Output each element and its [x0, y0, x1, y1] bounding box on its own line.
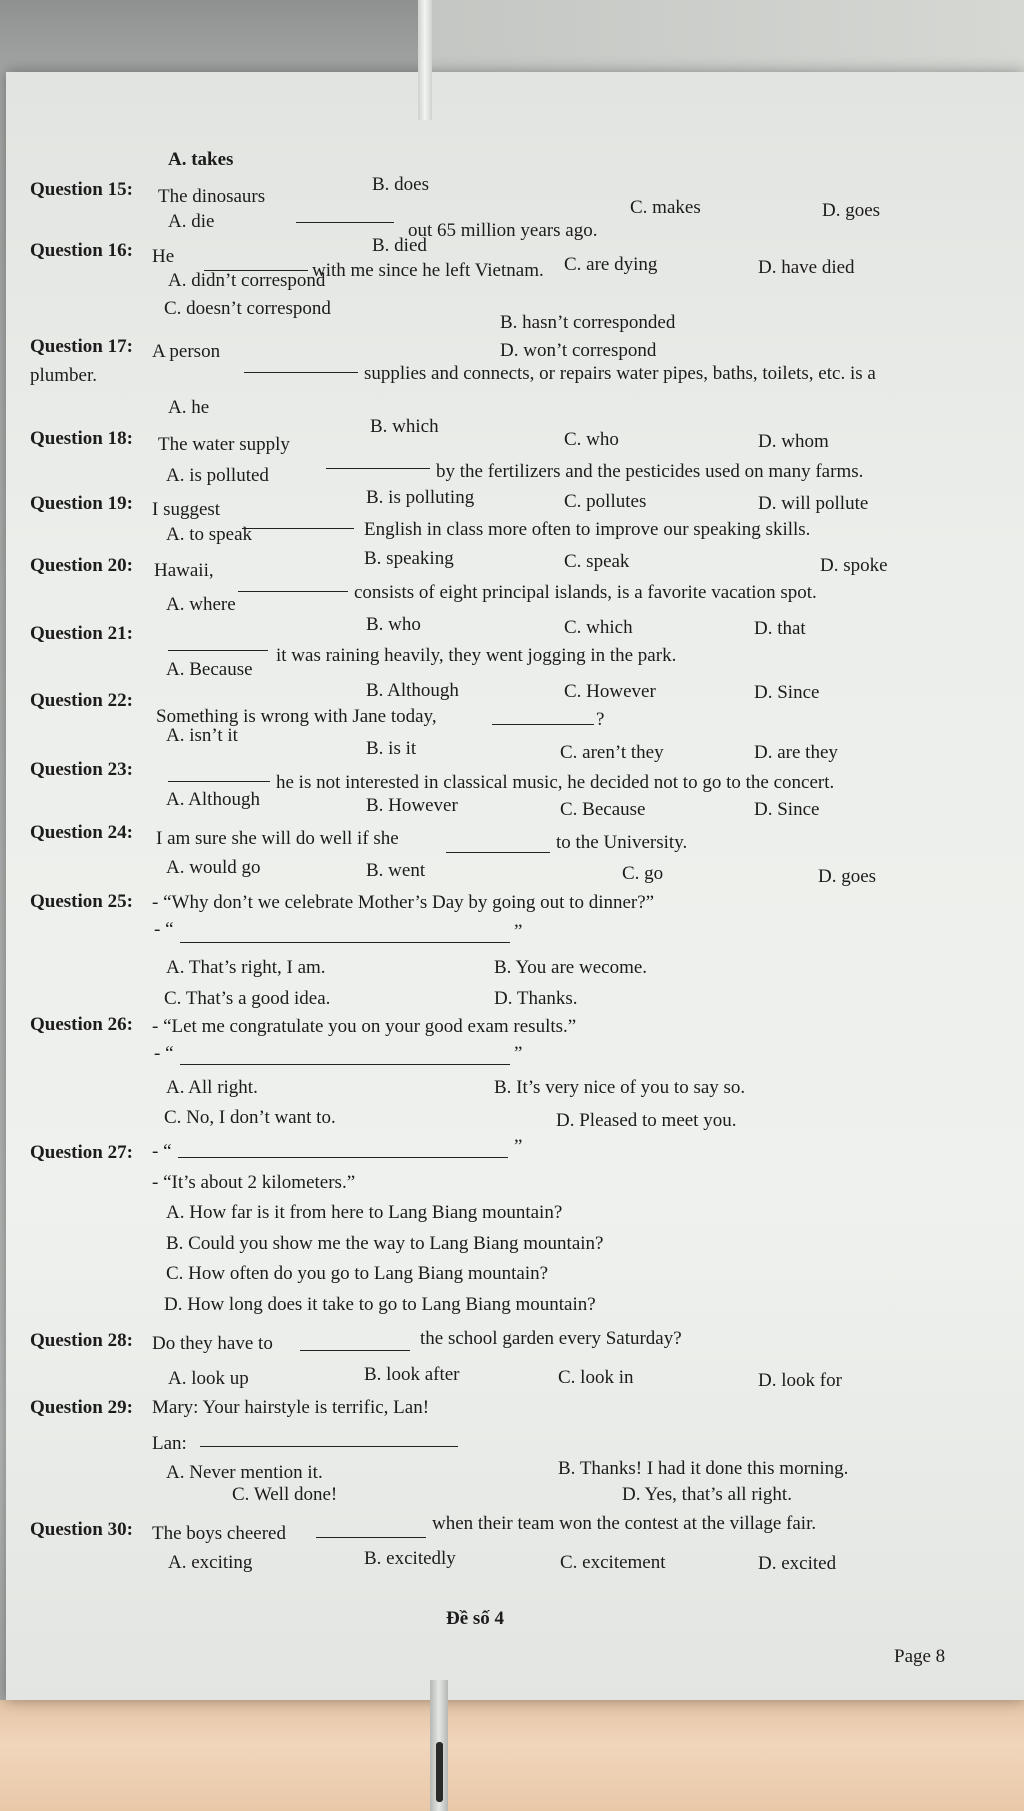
- exam-line: The dinosaurs: [158, 186, 266, 207]
- exam-line: Lan:: [152, 1433, 187, 1454]
- exam-line: B. Although: [366, 680, 459, 701]
- exam-line: The boys cheered: [152, 1523, 286, 1544]
- exam-line: Mary: Your hairstyle is terrific, Lan!: [152, 1397, 430, 1418]
- exam-line: A. Because: [166, 659, 253, 680]
- answer-blank: [316, 1537, 426, 1538]
- exam-line: D. excited: [758, 1553, 837, 1574]
- exam-line: I suggest: [152, 499, 221, 520]
- exam-line: B. Could you show me the way to Lang Biang mountain?: [166, 1233, 604, 1254]
- answer-blank: [244, 372, 358, 373]
- question-label: Đề số 4: [446, 1608, 505, 1629]
- exam-line: B. speaking: [364, 548, 454, 569]
- exam-line: supplies and connects, or repairs water pipes, baths, toilets, etc. is a: [364, 363, 876, 384]
- exam-line: A. How far is it from here to Lang Biang mountain?: [166, 1202, 563, 1223]
- exam-line: - “Let me congratulate you on your good exam results.”: [152, 1016, 577, 1037]
- exam-line: C. pollutes: [564, 491, 647, 512]
- answer-blank: [180, 942, 510, 943]
- exam-line: C. That’s a good idea.: [164, 988, 331, 1009]
- exam-line: ”: [514, 921, 523, 942]
- question-label: Question 25:: [30, 891, 133, 912]
- exam-line: Do they have to: [152, 1333, 273, 1354]
- exam-line: D. Since: [754, 799, 820, 820]
- page-fold: [418, 0, 432, 120]
- exam-line: C. who: [564, 429, 619, 450]
- exam-line: B. which: [370, 416, 439, 437]
- exam-line: He: [152, 246, 175, 267]
- exam-line: D. spoke: [820, 555, 888, 576]
- binder-pin: [436, 1742, 443, 1802]
- exam-line: plumber.: [30, 365, 98, 386]
- answer-blank: [168, 781, 270, 782]
- question-label: Question 29:: [30, 1397, 133, 1418]
- exam-line: D. whom: [758, 431, 829, 452]
- question-label: Question 21:: [30, 623, 133, 644]
- exam-line: B. who: [366, 614, 421, 635]
- exam-line: when their team won the contest at the village fair.: [432, 1513, 817, 1534]
- exam-line: C. Because: [560, 799, 646, 820]
- exam-line: A. All right.: [166, 1077, 258, 1098]
- question-label: Question 27:: [30, 1142, 133, 1163]
- exam-line: D. that: [754, 618, 806, 639]
- question-label: Question 22:: [30, 690, 133, 711]
- exam-line: A. Never mention it.: [166, 1462, 323, 1483]
- exam-line: A. look up: [168, 1368, 249, 1389]
- question-label: Question 19:: [30, 493, 133, 514]
- exam-line: to the University.: [556, 832, 688, 853]
- question-label: Question 24:: [30, 822, 133, 843]
- exam-line: C. makes: [630, 197, 701, 218]
- answer-blank: [446, 852, 550, 853]
- exam-line: - “It’s about 2 kilometers.”: [152, 1172, 356, 1193]
- exam-line: B. Thanks! I had it done this morning.: [558, 1458, 849, 1479]
- exam-line: C. No, I don’t want to.: [164, 1107, 336, 1128]
- exam-line: the school garden every Saturday?: [420, 1328, 682, 1349]
- exam-line: A person: [152, 341, 221, 362]
- exam-line: C. aren’t they: [560, 742, 664, 763]
- exam-line: C. are dying: [564, 254, 658, 275]
- answer-blank: [238, 591, 348, 592]
- exam-line: consists of eight principal islands, is a favorite vacation spot.: [354, 582, 817, 603]
- exam-line: B. died: [372, 235, 427, 256]
- answer-blank: [492, 724, 594, 725]
- exam-line: I am sure she will do well if she: [156, 828, 399, 849]
- question-label: Question 20:: [30, 555, 133, 576]
- exam-line: D. Pleased to meet you.: [556, 1110, 737, 1131]
- exam-line: ?: [596, 709, 605, 730]
- exam-line: D. have died: [758, 257, 855, 278]
- exam-line: D. goes: [818, 866, 877, 887]
- exam-line: A. die: [168, 211, 215, 232]
- exam-line: A. didn’t correspond: [168, 270, 326, 291]
- answer-blank: [200, 1446, 458, 1447]
- exam-line: B. hasn’t corresponded: [500, 312, 676, 333]
- question-label: Question 15:: [30, 179, 133, 200]
- exam-line: B. You are wecome.: [494, 957, 648, 978]
- exam-line: D. won’t correspond: [500, 340, 657, 361]
- exam-line: - “: [154, 1043, 174, 1064]
- exam-line: C. look in: [558, 1367, 634, 1388]
- question-label: Question 28:: [30, 1330, 133, 1351]
- exam-line: C. Well done!: [232, 1484, 338, 1505]
- exam-line: it was raining heavily, they went jogging in the park.: [276, 645, 677, 666]
- answer-blank: [242, 528, 354, 529]
- exam-line: Hawaii,: [154, 560, 214, 581]
- answer-blank: [300, 1350, 410, 1351]
- exam-line: D. will pollute: [758, 493, 869, 514]
- exam-line: ”: [514, 1136, 523, 1157]
- answer-blank: [326, 468, 430, 469]
- table-surface: [0, 1700, 1024, 1811]
- exam-line: he is not interested in classical music, he decided not to go to the concert.: [276, 772, 835, 793]
- exam-line: D. Thanks.: [494, 988, 578, 1009]
- exam-line: C. speak: [564, 551, 630, 572]
- answer-blank: [168, 650, 268, 651]
- question-label: Question 16:: [30, 240, 133, 261]
- answer-blank: [296, 222, 394, 223]
- exam-line: D. Since: [754, 682, 820, 703]
- exam-line: D. goes: [822, 200, 881, 221]
- exam-line: English in class more often to improve our speaking skills.: [364, 519, 811, 540]
- question-label: Question 30:: [30, 1519, 133, 1540]
- exam-line: B. excitedly: [364, 1548, 456, 1569]
- exam-line: by the fertilizers and the pesticides used on many farms.: [436, 461, 864, 482]
- exam-line: The water supply: [158, 434, 290, 455]
- exam-line: B. is it: [366, 738, 417, 759]
- exam-line: C. How often do you go to Lang Biang mountain?: [166, 1263, 549, 1284]
- exam-line: A. Although: [166, 789, 260, 810]
- exam-line: ”: [514, 1043, 523, 1064]
- exam-line: - “: [152, 1141, 172, 1162]
- question-label: Question 26:: [30, 1014, 133, 1035]
- exam-line: C. go: [622, 863, 664, 884]
- exam-line: A. That’s right, I am.: [166, 957, 326, 978]
- exam-line: C. However: [564, 681, 656, 702]
- exam-line: B. look after: [364, 1364, 460, 1385]
- answer-blank: [180, 1064, 510, 1065]
- question-label: Question 18:: [30, 428, 133, 449]
- exam-line: B. However: [366, 795, 458, 816]
- exam-line: Something is wrong with Jane today,: [156, 706, 437, 727]
- exam-line: D. look for: [758, 1370, 842, 1391]
- exam-line: C. doesn’t correspond: [164, 298, 331, 319]
- answer-blank: [204, 270, 308, 271]
- exam-line: B. It’s very nice of you to say so.: [494, 1077, 746, 1098]
- exam-line: D. Yes, that’s all right.: [622, 1484, 792, 1505]
- question-label: Question 23:: [30, 759, 133, 780]
- exam-line: B. went: [366, 860, 426, 881]
- exam-line: D. are they: [754, 742, 838, 763]
- exam-line: - “: [154, 919, 174, 940]
- exam-line: A. where: [166, 594, 236, 615]
- question-label: A. takes: [168, 149, 234, 170]
- answer-blank: [178, 1157, 508, 1158]
- question-label: Question 17:: [30, 336, 133, 357]
- exam-line: with me since he left Vietnam.: [312, 260, 544, 281]
- exam-line: A. exciting: [168, 1552, 253, 1573]
- exam-line: A. he: [168, 397, 210, 418]
- exam-line: B. does: [372, 174, 429, 195]
- exam-line: A. is polluted: [166, 465, 269, 486]
- exam-line: B. is polluting: [366, 487, 475, 508]
- exam-line: out 65 million years ago.: [408, 220, 598, 241]
- exam-line: A. to speak: [166, 524, 253, 545]
- exam-line: A. isn’t it: [166, 725, 238, 746]
- exam-line: Page 8: [894, 1646, 946, 1667]
- exam-line: C. excitement: [560, 1552, 666, 1573]
- exam-line: A. would go: [166, 857, 261, 878]
- exam-line: C. which: [564, 617, 633, 638]
- exam-line: - “Why don’t we celebrate Mother’s Day by going out to dinner?”: [152, 892, 655, 913]
- exam-line: D. How long does it take to go to Lang Biang mountain?: [164, 1294, 596, 1315]
